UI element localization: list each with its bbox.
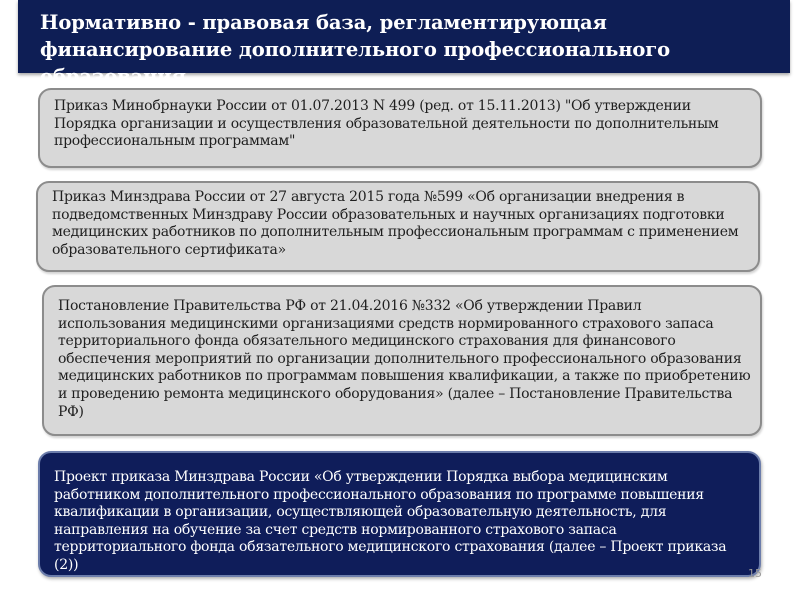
document-box-resolution-332 — [42, 285, 762, 436]
document-box-order-499 — [38, 88, 762, 168]
document-text: Приказ Минздрава России от 27 августа 2015 года №599 «Об организации внедрения в подведомственных Минздраву России образовательных и научных организациях подготовки медицинских работников по дополнительным профессиональным программам с применением образовательного сертификата» — [52, 189, 739, 258]
title-banner — [18, 0, 790, 88]
page-number: 15 — [748, 567, 762, 580]
slide-title: Нормативно - правовая база, регламентирующая финансирование дополнительного профессионального образования — [40, 11, 671, 88]
document-box-order-599 — [36, 181, 760, 272]
document-text: Постановление Правительства РФ от 21.04.2016 №332 «Об утверждении Правил использования медицинскими организациями средств нормированного страхового запаса территориального фонда обязательного медицинского страхования для финансового обеспечения мероприятий по организации дополнительного профессионального образования медицинских работников по программам повышения квалификации, а также по приобретению и проведению ремонта медицинского оборудования» (далее – Постановление Правительства РФ) — [58, 298, 751, 420]
document-text: Приказ Минобрнауки России от 01.07.2013 N 499 (ред. от 15.11.2013) "Об утверждении Порядка организации и осуществления образовательной деятельности по дополнительным профессиональным программам" — [54, 98, 719, 150]
document-text: Проект приказа Минздрава России «Об утверждении Порядка выбора медицинским работником дополнительного профессионального образования по программе повышения квалификации в организации, осуществляющей образовательную деятельность, для направления на обучение за счет средств нормированного страхового запаса территориального фонда обязательного медицинского страхования (далее – Проект приказа (2)) — [54, 469, 727, 573]
document-box-draft-order — [38, 451, 761, 577]
